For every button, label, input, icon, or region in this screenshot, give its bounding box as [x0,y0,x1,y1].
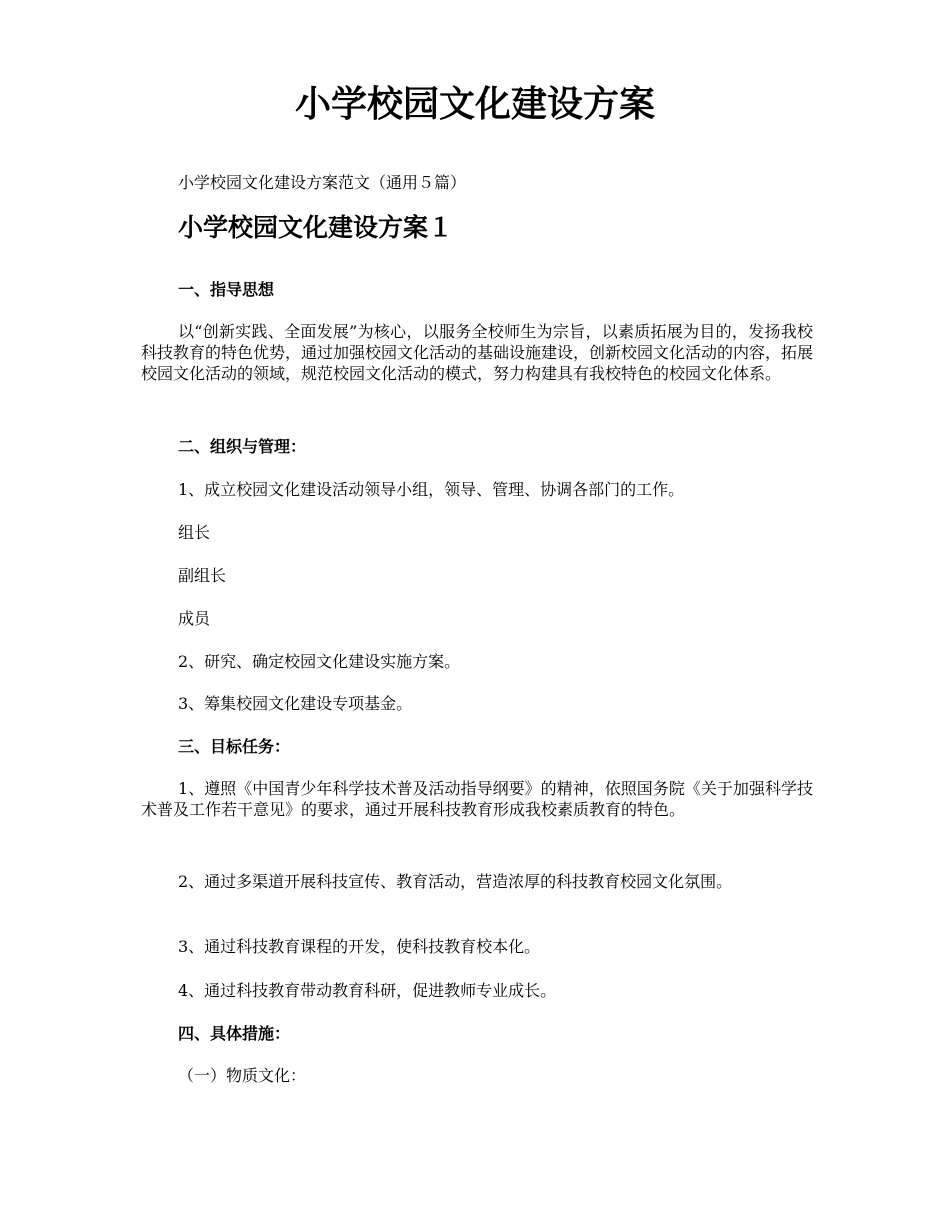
paragraph-deputy-leader: 副组长 [178,566,227,585]
section-title: 小学校园文化建设方案１ [178,213,454,242]
paragraph-org-3: 3、筹集校园文化建设专项基金。 [178,694,413,713]
paragraph-leader: 组长 [178,523,211,542]
heading-guiding-ideology: 一、指导思想 [178,280,275,299]
heading-measures: 四、具体措施： [178,1024,291,1043]
heading-organization: 二、组织与管理： [178,437,307,456]
paragraph-org-2: 2、研究、确定校园文化建设实施方案。 [178,652,461,671]
heading-goals: 三、目标任务： [178,737,291,756]
paragraph-goal-1: 1、遵照《中国青少年科学技术普及活动指导纲要》的精神，依照国务院《关于加强科学技术普及工作若干意见》的要求，通过开展科技教育形成我校素质教育的特色。 [141,779,813,819]
paragraph-guiding-ideology: 以“创新实践、全面发展”为核心，以服务全校师生为宗旨，以素质拓展为目的，发扬我校科技教育的特色优势，通过加强校园文化活动的基础设施建设，创新校园文化活动的内容，拓展校园文化活动的领域，规范校园文化活动的模式，努力构建具有我校特色的校园文化体系。 [141,322,814,383]
paragraph-goal-3: 3、通过科技教育课程的开发，使科技教育校本化。 [178,937,541,956]
document-subtitle: 小学校园文化建设方案范文（通用５篇） [178,173,467,192]
paragraph-goal-2: 2、通过多渠道开展科技宣传、教育活动，营造浓厚的科技教育校园文化氛围。 [178,872,733,891]
paragraph-goal-4: 4、通过科技教育带动教育科研，促进教师专业成长。 [178,981,557,1000]
paragraph-org-1: 1、成立校园文化建设活动领导小组，领导、管理、协调各部门的工作。 [178,480,685,499]
paragraph-material-culture: （一）物质文化： [178,1066,307,1085]
paragraph-members: 成员 [178,609,211,628]
document-title: 小学校园文化建设方案 [294,83,655,125]
